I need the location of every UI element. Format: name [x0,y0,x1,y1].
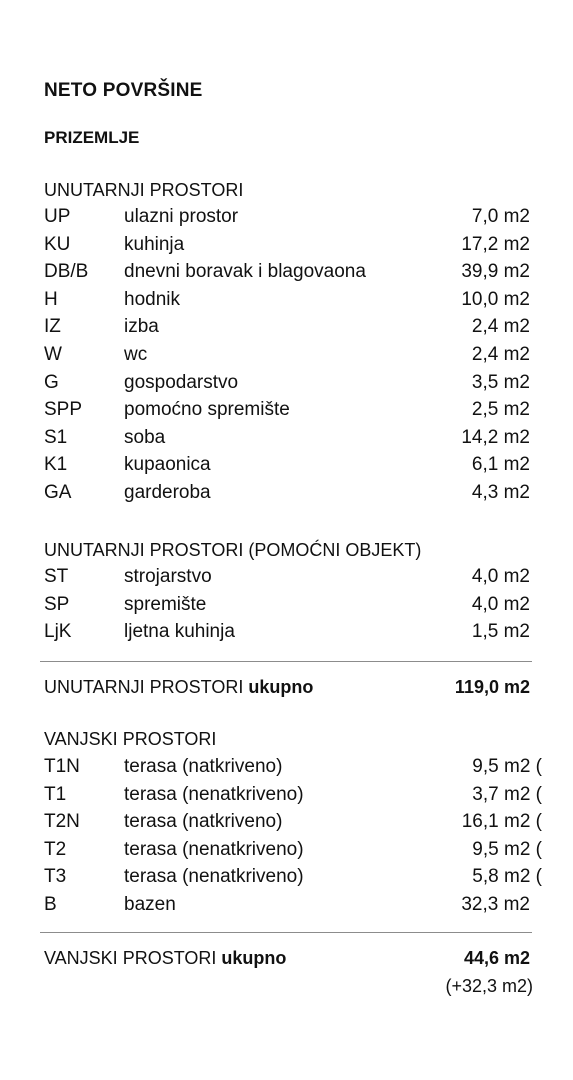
table-row [44,894,540,921]
room-area: 17,2 m2 [461,233,530,255]
room-name: kuhinja [124,233,185,255]
room-code: T1N [44,756,80,777]
divider [40,661,532,662]
table-row [44,594,540,621]
table-row [44,811,540,838]
room-area: 14,2 m2 [461,426,530,448]
room-code: KU [44,233,71,255]
room-name: spremište [124,593,207,615]
table-row [44,427,540,454]
room-code: S1 [44,426,68,448]
table-row [44,344,540,371]
room-area: 3,7 m2 ( [472,783,542,805]
room-code: LjK [44,621,72,643]
room-area: 6,1 m2 [471,454,530,476]
room-name: gospodarstvo [124,371,239,393]
table-row [44,289,540,316]
room-name: ulazni prostor [124,206,239,227]
room-code: T2N [44,811,80,833]
room-name: terasa (nenatkriveno) [124,783,304,805]
room-name: terasa (natkriveno) [124,811,283,833]
room-code: T2 [44,838,67,860]
room-name: hodnik [124,288,180,310]
exterior-total-value: 44,6 m2 [463,948,530,968]
room-code: ST [44,566,69,587]
room-area: 32,3 m2 [461,894,530,915]
exterior-heading: VANJSKI PROSTORI [44,729,217,749]
room-name: terasa (natkriveno) [124,756,283,777]
table-row [44,482,540,509]
room-name: terasa (nenatkriveno) [124,838,304,860]
room-code: UP [44,206,71,227]
exterior-extra-value: (+32,3 m2) [445,976,533,996]
room-area: 2,4 m2 [471,344,530,365]
room-name: izba [124,316,159,338]
table-row [44,566,540,593]
exterior-total-label: VANJSKI PROSTORI ukupno [44,948,287,968]
room-name: strojarstvo [124,566,212,587]
room-name: wc [124,344,148,365]
room-code: SP [44,593,70,615]
room-area: 4,0 m2 [471,593,530,615]
room-code: H [44,288,58,310]
room-code: W [44,344,62,365]
table-row [44,756,540,783]
table-row [44,399,540,426]
auxiliary-heading: UNUTARNJI PROSTORI (POMOĆNI OBJEKT) [44,540,422,560]
table-row [44,784,540,811]
room-area: 2,4 m2 [471,316,530,338]
table-row [44,206,540,233]
room-name: kupaonica [124,454,211,476]
interior-total-value: 119,0 m2 [454,677,530,697]
room-name: dnevni boravak i blagovaona [124,261,366,283]
room-code: IZ [44,316,61,338]
room-code: B [44,894,57,915]
room-area: 16,1 m2 ( [461,811,542,833]
room-area: 10,0 m2 [461,288,530,310]
divider [40,932,532,933]
table-row [44,316,540,343]
room-name: bazen [124,894,176,915]
interior-total-label: UNUTARNJI PROSTORI ukupno [44,677,314,697]
room-area: 3,5 m2 [471,371,530,393]
room-code: GA [44,482,72,503]
room-code: T1 [44,783,67,805]
table-row [44,372,540,399]
room-area: 4,0 m2 [471,566,530,587]
exterior-total-row [44,948,530,974]
room-area: 9,5 m2 ( [472,838,542,860]
room-code: K1 [44,454,68,476]
room-name: garderoba [124,482,211,503]
table-row [44,621,540,648]
room-area: 4,3 m2 [471,482,530,503]
room-code: G [44,371,59,393]
room-name: pomoćno spremište [124,399,290,421]
room-area: 9,5 m2 ( [472,756,542,777]
floor-title: PRIZEMLJE [44,128,140,147]
table-row [44,839,540,866]
room-code: T3 [44,866,67,888]
room-name: soba [124,426,166,448]
room-area: 39,9 m2 [461,261,530,283]
room-area: 1,5 m2 [471,621,530,643]
table-row [44,261,540,288]
document-title: NETO POVRŠINE [44,80,203,101]
table-row [44,454,540,481]
room-area: 2,5 m2 [471,399,530,421]
room-name: terasa (nenatkriveno) [124,866,304,888]
room-area: 7,0 m2 [471,206,530,227]
room-name: ljetna kuhinja [124,621,235,643]
room-area: 5,8 m2 ( [472,866,542,888]
room-code: SPP [44,399,83,421]
interior-heading: UNUTARNJI PROSTORI [44,180,244,200]
interior-total-row [44,677,530,703]
room-code: DB/B [44,261,89,283]
table-row [44,234,540,261]
table-row [44,866,540,893]
